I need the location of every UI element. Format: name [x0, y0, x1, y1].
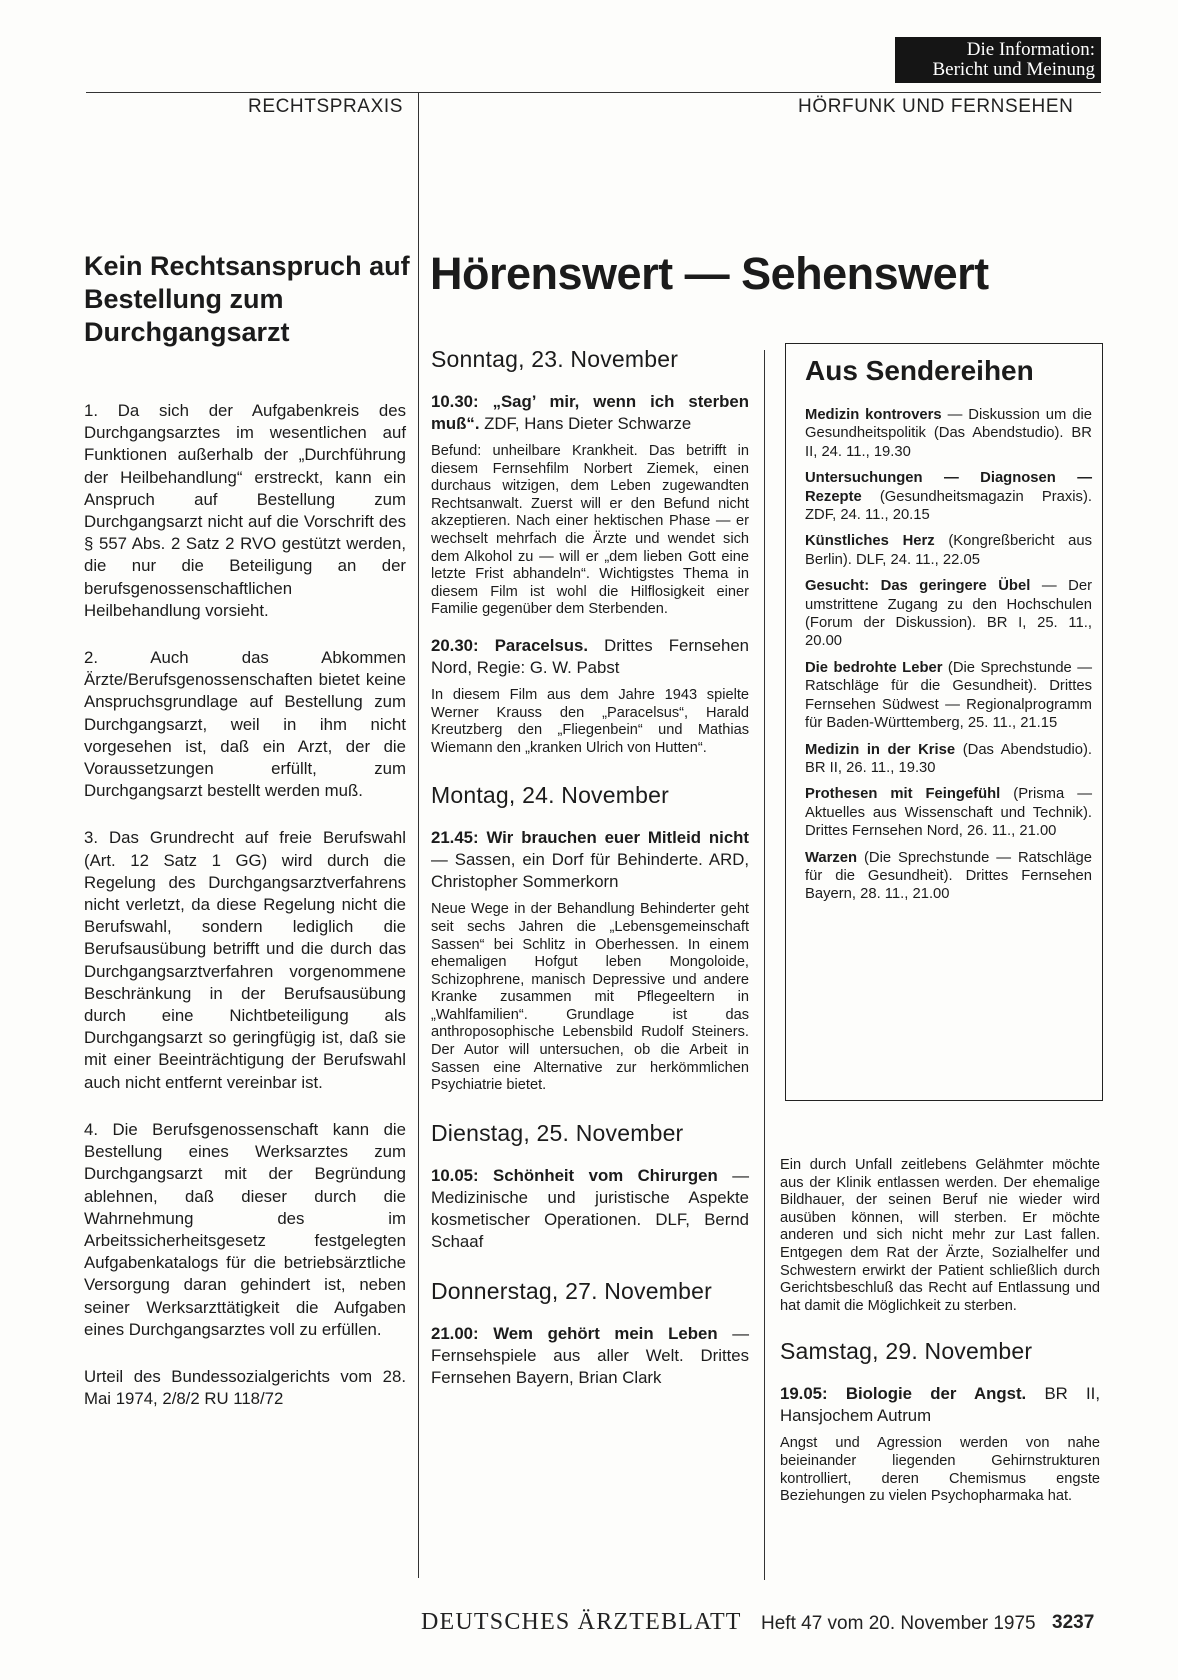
list-item: [805, 741, 1092, 778]
left-paragraph: 4. Die Berufsgenossenschaft kann die Bestellung eines Werksarztes zum Durchgangsarzt mit der Begründung ablehnen, daß dieser durch die Wahrnehmung des im Arbeitssicherheitsgesetz festgelegten Aufgabenkatalogs für die betriebsärztliche Versorgung daran gehindert ist, neben seiner Werksarzttätigkeit die Aufgaben eines Durchgangsarztes voll zu erfüllen.: [84, 1119, 406, 1339]
list-item: [805, 785, 1092, 840]
list-item: [805, 469, 1092, 524]
item-title: Gesucht: Das geringere Übel: [805, 578, 1031, 595]
program-title: [431, 391, 749, 435]
top-rule: [86, 92, 1101, 93]
list-item: [805, 406, 1092, 461]
left-paragraph: 3. Das Grundrecht auf freie Berufswahl (Art. 12 Satz 1 GG) wird durch die Regelung des Durchgangsarztverfahrens nicht verletzt, da diese Regelung nicht die Berufswahl, sondern lediglich die Berufsausübung betrifft und die durch das Durchgangsarztverfahren vorgenommene Beschränkung in der Berufsausübung durch eine Nichtbeteiligung als Durchgangsarzt so geringfügig ist, daß sie mit einer Beeinträchtigung der Berufswahl auch nicht entfernt vereinbar ist.: [84, 828, 406, 1092]
program-time-title: 21.00: Wem gehört mein Leben: [431, 1323, 718, 1343]
program-info: — Medizinische und juristische Aspekte kosmetischer Operationen. DLF, Bernd Schaaf: [431, 1165, 749, 1251]
program-description: Neue Wege in der Behandlung Behinderter geht seit sechs Jahren die „Lebensgemeinschaft Sassen“ bei Schlitz in Oberhessen. In einem ehemaligen Hofgut leben Mongoloide, Schizophrene, manisch Depressive und andere Kranke zusammen mit Pflegeeltern in „Wahlfamilien“. Grundlage ist das anthroposophische Lebensbild Rudolf Steiners. Der Autor will untersuchen, ob die Arbeit in Sassen eine Alternative zur herkömmlichen Psychiatrie bietet.: [431, 901, 749, 1094]
program-title: [431, 1165, 749, 1253]
footer-issue: Heft 47 vom 20. November 1975: [761, 1613, 1036, 1634]
column-divider: [418, 92, 419, 1578]
left-paragraph: 1. Da sich der Aufgabenkreis des Durchgangsarztes im wesentlichen auf Funktionen außerhalb der „Durchführung der Heilbehandlung“ erstreckt, kann ein Anspruch auf Bestellung zum Durchgangsarzt nicht auf die Vorschrift des § 557 Abs. 2 Satz 2 RVO gestützt werden, die nur die Beteiligung an der berufsgenossenschaftlichen Heilbehandlung vorsieht.: [84, 401, 406, 620]
item-title: Medizin kontrovers: [805, 407, 942, 423]
item-title: Warzen: [805, 849, 858, 866]
footer-page-number: 3237: [1052, 1612, 1095, 1633]
program-description: In diesem Film aus dem Jahre 1943 spielte Werner Krauss den „Paracelsus“, Harald Kreutzberg den „Fliegenbein“ und Mathias Wiemann den „kranken Ulrich von Hutten“.: [431, 686, 749, 756]
day-block-tuesday: [431, 1119, 749, 1253]
program-time-title: 21.45: Wir brauchen euer Mitleid nicht: [431, 828, 749, 848]
section-label-rechtspraxis: RECHTSPRAXIS: [248, 96, 404, 117]
day-block-thursday: [431, 1277, 749, 1389]
program-time-title: 19.05: Biologie der Angst.: [780, 1384, 1027, 1404]
item-title: Medizin in der Krise: [805, 741, 956, 758]
footer-magazine-name: DEUTSCHES ÄRZTEBLATT: [421, 1609, 742, 1635]
badge-line-1: Die Information:: [966, 39, 1095, 60]
item-title: Prothesen mit Feingefühl: [805, 786, 1001, 803]
court-citation: Urteil des Bundessozialgerichts vom 28. Mai 1974, 2/8/2 RU 118/72: [84, 1366, 406, 1409]
program-info: — Fernsehspiele aus aller Welt. Drittes Fernsehen Bayern, Brian Clark: [431, 1323, 749, 1387]
list-item: [805, 577, 1092, 651]
item-title: Die bedrohte Leber: [805, 659, 943, 676]
day-heading: Donnerstag, 27. November: [431, 1277, 712, 1304]
day-heading: Montag, 24. November: [431, 782, 669, 809]
program-title: [780, 1383, 1100, 1427]
list-item: [805, 532, 1092, 569]
item-info: (Kongreßbericht aus Berlin). DLF, 24. 11., 22.05: [805, 533, 1092, 568]
program-title: [431, 827, 749, 893]
list-item: [805, 659, 1092, 733]
badge-line-2: Bericht und Meinung: [932, 59, 1095, 80]
item-title: Künstliches Herz: [805, 533, 935, 550]
item-info: — Diskussion um die Gesundheitspolitik (Das Abendstudio). BR II, 24. 11., 19.30: [805, 407, 1092, 460]
item-info: (Prisma — Aktuelles aus Wissenschaft und Technik). Drittes Fernsehen Nord, 26. 11., 21.00: [805, 786, 1092, 840]
day-heading: Dienstag, 25. November: [431, 1119, 684, 1146]
program-schedule: [431, 345, 749, 1397]
info-badge: [895, 37, 1101, 83]
program-time-title: 20.30: Paracelsus.: [431, 635, 589, 655]
program-description: Befund: unheilbare Krankheit. Das betrifft in diesem Fernsehfilm Norbert Ziemek, einen durchaus witzigen, dem Leben zugewandten Rechtsanwalt. Zuerst will er den Befund nicht akzeptieren. Nach einer hektischen Phase — er wechselt mehrfach die Ärzte und wendet sich dem Alkohol zu — will er „dem lieben Gott eine letzte Frist abhandeln“. Wichtigstes Thema in diesem Film ist wohl die Hilflosigkeit einer Familie gegenüber dem Sterbenden.: [431, 443, 749, 618]
main-title: Hörenswert — Sehenswert: [430, 248, 989, 299]
list-item: [805, 849, 1092, 904]
item-info: — Der umstrittene Zugang zu den Hochschulen (Forum der Diskussion). BR I, 25. 11., 20.00: [805, 578, 1092, 650]
program-info: — Sassen, ein Dorf für Behinderte. ARD, Christopher Sommerkorn: [431, 850, 749, 892]
program-info: ZDF, Hans Dieter Schwarze: [479, 414, 692, 433]
item-info: (Gesundheitsmagazin Praxis). ZDF, 24. 11., 20.15: [805, 488, 1092, 524]
left-paragraph: 2. Auch das Abkommen Ärzte/Berufsgenossenschaften bietet keine Anspruchsgrundlage auf Bestellung zum Durchgangsarzt, weil in ihm nicht vorgesehen ist, daß ein Arzt, der die Voraussetzungen erfüllt, zum Durchgangsarzt bestellt werden muß.: [84, 648, 406, 801]
item-info: (Die Sprechstunde — Ratschläge für die Gesundheit). Drittes Fernsehen Bayern, 28. 11., 21.00: [805, 849, 1092, 903]
sendereihen-title: Aus Sendereihen: [805, 355, 1034, 386]
left-article-body: [84, 400, 406, 1435]
program-info: BR II, Hansjochem Autrum: [780, 1384, 1100, 1426]
sendereihen-list: [805, 406, 1092, 912]
program-time-title: 10.30: „Sag’ mir, wenn ich sterben muß“.: [431, 392, 749, 433]
program-description: Angst und Agression werden von nahe beieinander liegenden Gehirnstrukturen kontrolliert, deren Chemismus engste Beziehungen zu vielen Psychopharmaka hat.: [780, 1435, 1100, 1505]
program-info: Drittes Fernsehen Nord, Regie: G. W. Pabst: [431, 635, 749, 677]
item-info: (Das Abendstudio). BR II, 26. 11., 19.30: [805, 741, 1092, 776]
right-lower-column: [780, 1157, 1100, 1522]
left-article-title: Kein Rechtsanspruch auf Bestellung zum Durchgangsarzt: [84, 251, 410, 347]
program-title: [431, 635, 749, 679]
program-time-title: 10.05: Schönheit vom Chirurgen: [431, 1165, 718, 1185]
day-heading: Sonntag, 23. November: [431, 346, 679, 372]
day-block-monday: [431, 781, 749, 1095]
item-title: Untersuchungen — Diagnosen — Rezepte: [805, 470, 1092, 505]
schedule-divider: [764, 350, 765, 1580]
program-description-continued: Ein durch Unfall zeitlebens Gelähmter möchte aus der Klinik entlassen werden. Der ehemalige Bildhauer, der seinen Beruf nie wieder wird ausüben können, will sterben. Er möchte anderen und sich nicht mehr zur Last fallen. Entgegen dem Rat der Ärzte, Sozialhelfer und Schwestern erwirkt der Patient schließlich durch Gerichtsbeschluß das Recht auf Entlassung und hat damit die Möglichkeit zu sterben.: [780, 1157, 1100, 1314]
day-block-sunday: [431, 345, 749, 757]
item-info: (Die Sprechstunde — Ratschläge für die Gesundheit). Drittes Fernsehen Südwest — Regionalprogramm für Baden-Württemberg, 25. 11., 21.15: [805, 659, 1093, 732]
day-heading: Samstag, 29. November: [780, 1338, 1033, 1365]
section-label-hoerfunk: HÖRFUNK UND FERNSEHEN: [798, 96, 1074, 117]
program-title: [431, 1323, 749, 1389]
